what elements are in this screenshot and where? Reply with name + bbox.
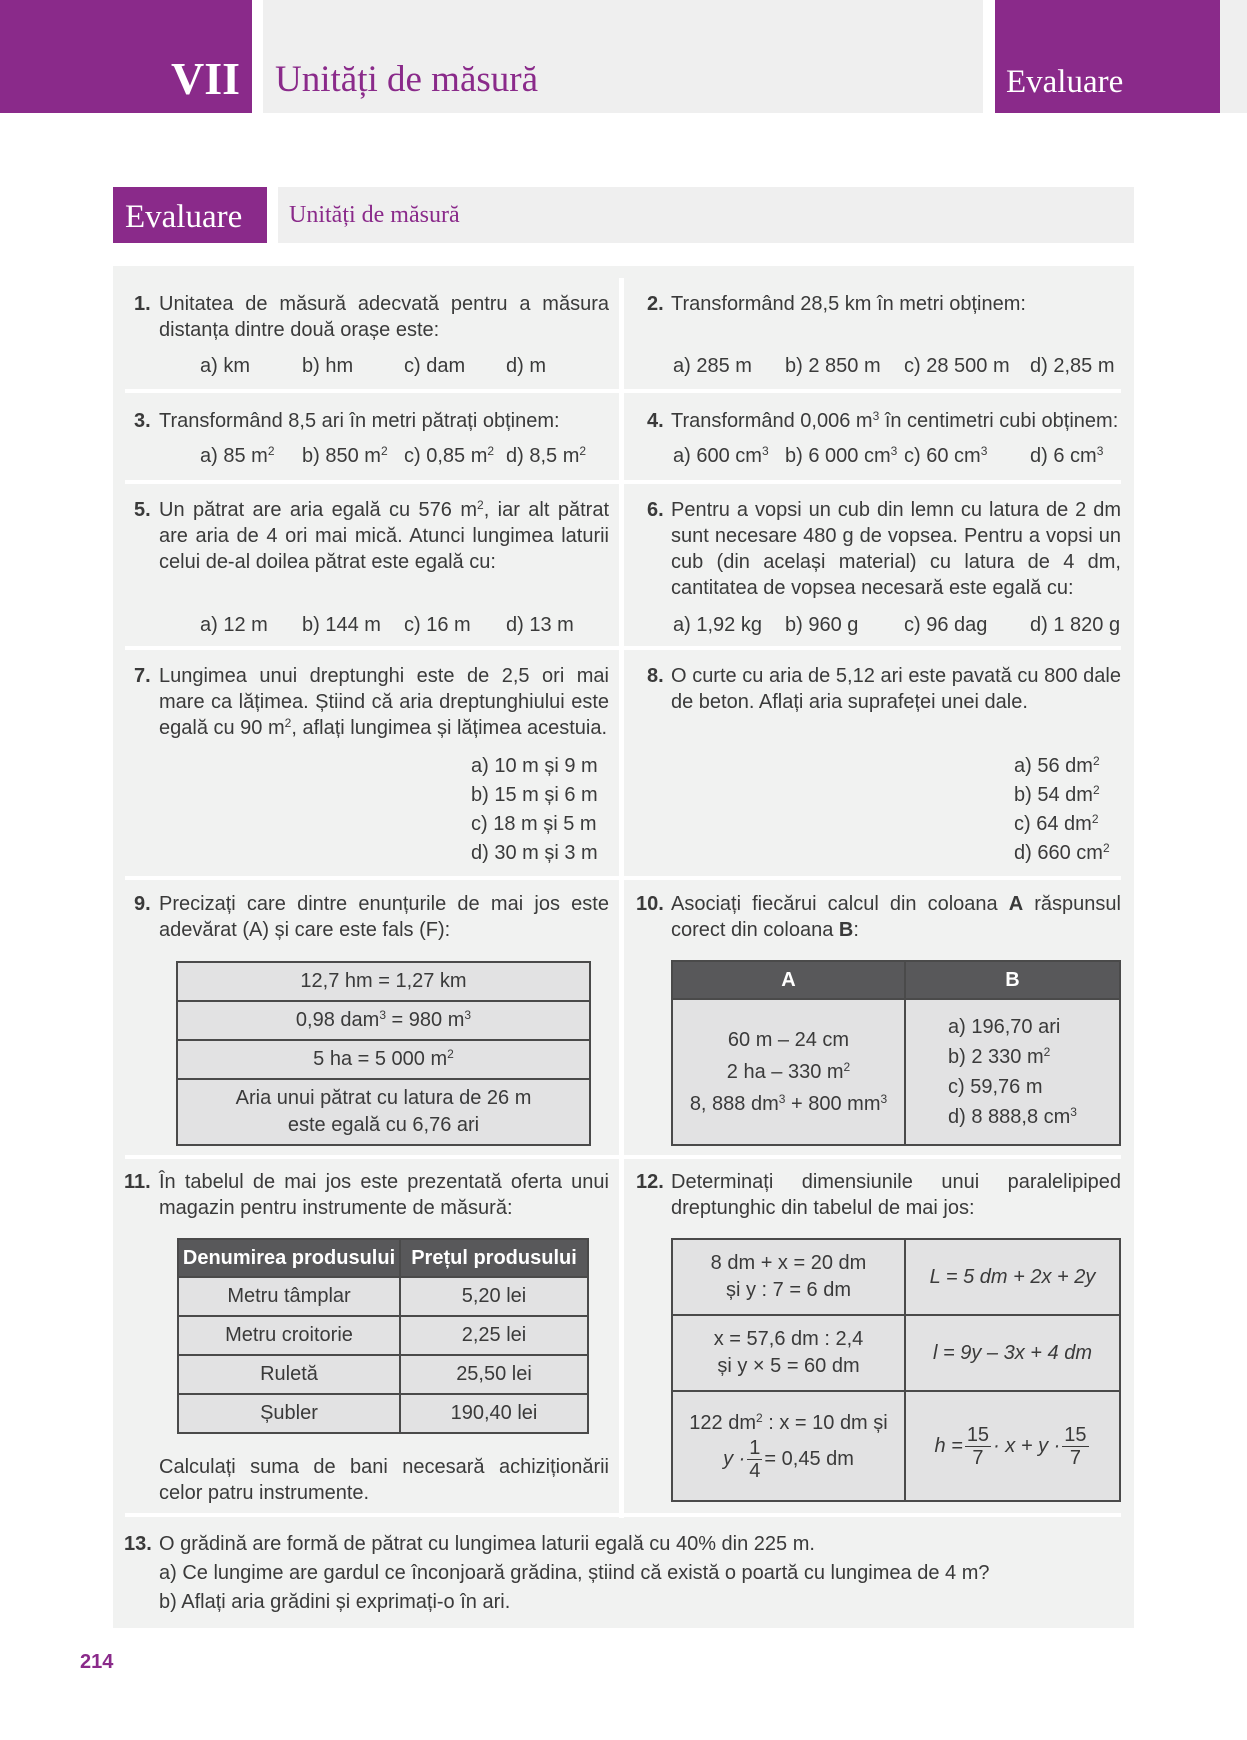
q3-option-c: c) 0,85 $m^2$	[404, 444, 495, 467]
q11-text: În tabelul de mai jos este prezentată oferta unui magazin pentru instrumente de măsură:	[159, 1171, 609, 1219]
q2-option-c: c) 28 500 m	[904, 355, 1010, 377]
q1-option-d: d) m	[506, 355, 546, 377]
q6-option-b: b) 960 g	[785, 614, 859, 636]
q10-text: Asociați fiecărui calcul din coloana A răspunsul corect din coloana B:	[671, 893, 1121, 941]
q2-option-b: b) 2 850 m	[785, 355, 881, 377]
row-divider	[624, 646, 1121, 650]
page-number: 214	[80, 1651, 114, 1673]
row-divider	[624, 1155, 1121, 1159]
q4-option-c: c) 60 $cm^3$	[904, 444, 988, 467]
q9-statement: 12,7 hm = 1,27 km	[177, 962, 590, 1001]
q6-text: Pentru a vopsi un cub din lemn cu latura de 2 dm sunt necesare 480 g de vopsea. Pentru a vopsi un cub (din același material) cu latura de 4 dm, cantitatea de vopsea necesară este egală cu:	[671, 499, 1121, 599]
q12-condition: x = 57,6 dm : 2,4 și y × 5 = 60 dm	[672, 1315, 905, 1391]
q12-condition: 8 dm + x = 20 dm și y : 7 = 6 dm	[672, 1239, 905, 1315]
q9-statement: 5 ha = 5 000 $m^2$	[177, 1040, 590, 1079]
row-divider	[624, 876, 1121, 880]
q5-option-b: b) 144 m	[302, 614, 381, 636]
q8-option-b: b) 54 $dm^2$	[1014, 783, 1100, 806]
q1-option-b: b) hm	[302, 355, 354, 377]
q8-option-d: d) 660 $cm^2$	[1014, 841, 1110, 864]
q11-footer: Calculați suma de bani necesară achiziționării celor patru instrumente.	[159, 1456, 609, 1504]
evaluation-tag-label: Evaluare	[125, 199, 243, 235]
q12-formula-width: l = 9y – 3x + 4 dm	[905, 1315, 1120, 1391]
q11-product-name: Ruletă	[178, 1355, 400, 1394]
q8-option-a: a) 56 $dm^2$	[1014, 754, 1100, 777]
q3-number: 3.	[134, 410, 151, 432]
q11-price-table	[177, 1238, 589, 1434]
q11-product-price: 25,50 lei	[400, 1355, 588, 1394]
q7-option-b: b) 15 m și 6 m	[471, 784, 598, 806]
q5-number: 5.	[134, 499, 151, 521]
q7-option-d: d) 30 m și 3 m	[471, 842, 598, 864]
chapter-title-bar	[263, 0, 983, 113]
evaluation-subtitle-bar	[278, 187, 1134, 243]
q4-option-b: b) 6 000 $cm^3$	[785, 444, 898, 467]
row-divider	[125, 1155, 619, 1159]
row-divider	[125, 646, 619, 650]
q9-statements-table	[176, 961, 591, 1146]
q13-number: 13.	[124, 1533, 152, 1555]
q8-number: 8.	[647, 665, 664, 687]
row-divider	[125, 876, 619, 880]
q3-option-b: b) 850 $m^2$	[302, 444, 388, 467]
q12-formula-length: L = 5 dm + 2x + 2y	[905, 1239, 1120, 1315]
row-divider	[624, 389, 1121, 393]
q3-text: Transformând 8,5 ari în metri pătrați obținem:	[159, 410, 560, 432]
q1-number: 1.	[134, 293, 151, 315]
q11-header-product: Denumirea produsului	[178, 1239, 400, 1277]
q13-text: O grădină are formă de pătrat cu lungimea laturii egală cu 40% din 225 m.	[159, 1533, 815, 1555]
q9-text: Precizați care dintre enunțurile de mai jos este adevărat (A) și care este fals (F):	[159, 893, 609, 941]
q7-text: Lungimea unui dreptunghi este de 2,5 ori mai mare ca lățimea. Știind că aria dreptunghiului este egală cu 90 $m^2$, aflați lungimea și lățimea acestuia.	[159, 665, 609, 739]
q10-number: 10.	[636, 893, 664, 915]
fraction: $\frac{15}{7}$	[1064, 1423, 1087, 1469]
chapter-title: Unități de măsură	[275, 59, 539, 100]
q3-option-a: a) 85 $m^2$	[200, 444, 275, 467]
q11-number: 11.	[124, 1171, 151, 1193]
row-divider	[624, 480, 1121, 484]
q5-option-c: c) 16 m	[404, 614, 471, 636]
q2-option-d: d) 2,85 m	[1030, 355, 1115, 377]
q4-text: Transformând 0,006 $m^3$ în centimetri cubi obținem:	[671, 409, 1119, 432]
q1-option-c: c) dam	[404, 355, 466, 377]
evaluation-tag	[113, 187, 267, 243]
q9-statement: 0,98 dam$^3$ = 980 $m^3$	[177, 1001, 590, 1040]
header-edge	[1220, 0, 1247, 113]
q11-product-name: Șubler	[178, 1394, 400, 1433]
evaluation-subtitle: Unități de măsură	[289, 202, 460, 228]
q10-column-b-header: B	[905, 961, 1120, 999]
q12-dimensions-table	[671, 1238, 1121, 1502]
chapter-badge	[0, 0, 252, 113]
fraction: $\frac{15}{7}$	[966, 1423, 990, 1469]
q6-option-c: c) 96 dag	[904, 614, 988, 636]
q3-option-d: d) 8,5 $m^2$	[506, 444, 587, 467]
q2-option-a: a) 285 m	[673, 355, 752, 377]
q6-option-a: a) 1,92 kg	[673, 614, 762, 636]
q5-option-a: a) 12 m	[200, 614, 268, 636]
q4-number: 4.	[647, 410, 664, 432]
q10-matching-table	[671, 960, 1121, 1146]
q11-header-price: Prețul produsului	[400, 1239, 588, 1277]
q13-part-a: a) Ce lungime are gardul ce înconjoară grădina, știind că există o poartă cu lungimea de 4 m?	[159, 1562, 990, 1584]
q10-column-a-header: A	[672, 961, 905, 999]
q4-option-d: d) 6 $cm^3$	[1030, 444, 1104, 467]
q9-number: 9.	[134, 893, 151, 915]
q7-number: 7.	[134, 665, 151, 687]
section-badge	[995, 0, 1220, 113]
q2-number: 2.	[647, 293, 664, 315]
q6-option-d: d) 1 820 g	[1030, 614, 1121, 636]
q10-column-a: 60 m – 24 cm 2 ha – 330 $m^2$ 8, 888 $dm^3 + 800$ $mm^3$	[672, 999, 905, 1145]
q12-condition: 122 $dm^2$ : x = 10 dm și y · $\frac{1}{4}$ = 0,45 dm	[672, 1391, 905, 1501]
q9-statement: Aria unui pătrat cu latura de 26 m este egală cu 6,76 ari	[177, 1079, 590, 1145]
column-divider	[619, 278, 624, 1518]
q12-formula-height: h = $\frac{15}{7}$ · x + y · $\frac{15}{7}$	[905, 1391, 1120, 1501]
q11-product-name: Metru croitorie	[178, 1316, 400, 1355]
section-label: Evaluare	[1006, 64, 1124, 100]
chapter-number: VII	[170, 53, 240, 104]
row-divider	[125, 389, 619, 393]
q8-option-c: c) 64 $dm^2$	[1014, 812, 1099, 835]
q5-option-d: d) 13 m	[506, 614, 574, 636]
q5-text: Un pătrat are aria egală cu 576 $m^2$, iar alt pătrat are aria de 4 ori mai mică. Atunci lungimea laturii celui de-al doilea pătrat este egală cu:	[159, 498, 609, 573]
q7-option-a: a) 10 m și 9 m	[471, 755, 598, 777]
q2-text: Transformând 28,5 km în metri obținem:	[671, 293, 1026, 315]
q10-column-b: a) 196,70 ari b) 2 330 $m^2$ c) 59,76 m d) 8 888,8 $cm^3$	[905, 999, 1120, 1145]
fraction: $\frac{1}{4}$	[749, 1437, 761, 1482]
q11-product-price: 190,40 lei	[400, 1394, 588, 1433]
q13-part-b: b) Aflați aria grădini și exprimați-o în ari.	[159, 1591, 511, 1613]
row-divider	[125, 480, 619, 484]
q11-product-name: Metru tâmplar	[178, 1277, 400, 1316]
q1-option-a: a) km	[200, 355, 250, 377]
q11-product-price: 5,20 lei	[400, 1277, 588, 1316]
q8-text: O curte cu aria de 5,12 ari este pavată cu 800 dale de beton. Aflați aria suprafeței unei dale.	[671, 665, 1121, 713]
q12-text: Determinați dimensiunile unui paralelipiped dreptunghic din tabelul de mai jos:	[671, 1171, 1121, 1219]
q12-number: 12.	[636, 1171, 664, 1193]
q11-product-price: 2,25 lei	[400, 1316, 588, 1355]
q1-text: Unitatea de măsură adecvată pentru a măsura distanța dintre două orașe este:	[159, 293, 609, 341]
row-divider	[125, 1513, 1121, 1517]
q4-option-a: a) 600 $cm^3$	[673, 444, 769, 467]
q6-number: 6.	[647, 499, 664, 521]
q7-option-c: c) 18 m și 5 m	[471, 813, 597, 835]
